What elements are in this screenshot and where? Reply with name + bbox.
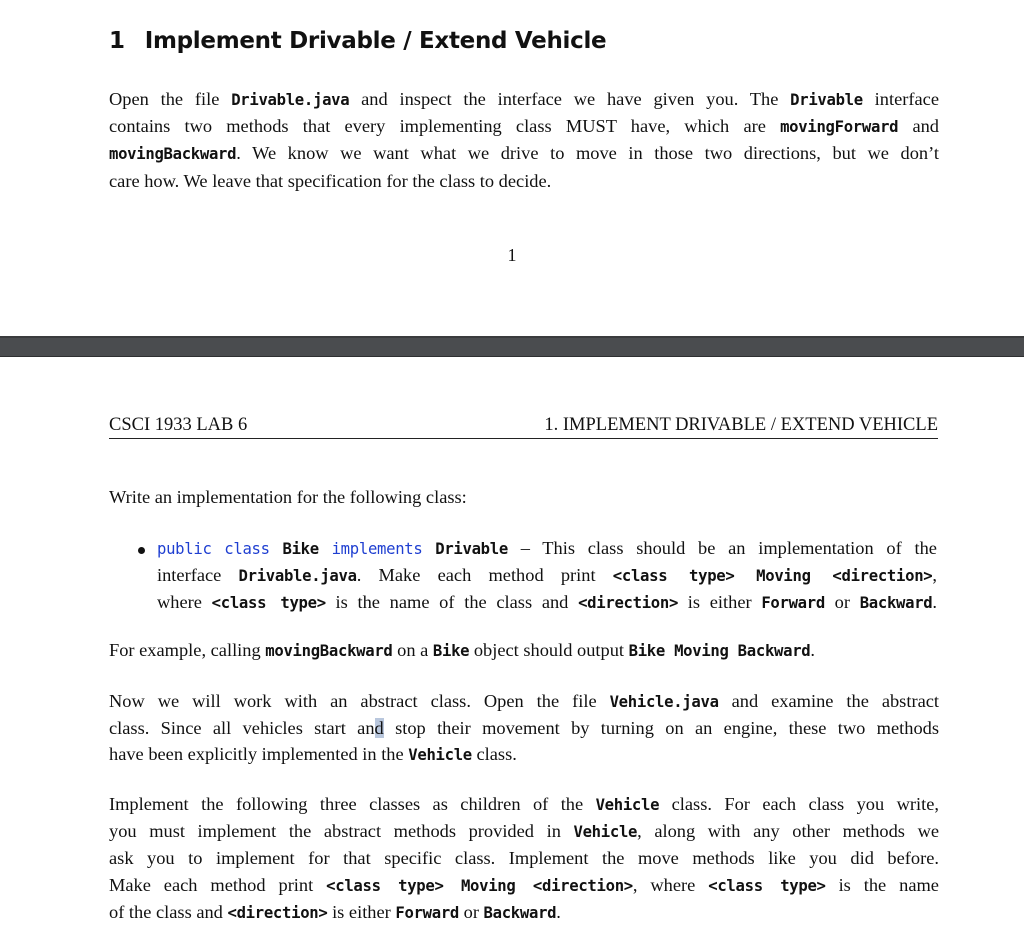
bullet-item-bike: [157, 535, 937, 617]
section-heading: [109, 28, 606, 54]
intro-line: Write an implementation for the following class:: [109, 487, 467, 507]
text-line: Now we will work with an abstract class. Open the file Vehicle.java and examine the abstract: [109, 691, 940, 711]
intro-paragraph: [109, 86, 939, 194]
text-line: you must implement the abstract methods provided in Vehicle, along with any other methods we: [109, 821, 940, 842]
text-line: Open the file Drivable.java and inspect the interface we have given you. The Drivable interface: [109, 89, 939, 109]
page-divider: [0, 336, 1024, 357]
bullet-icon: [138, 547, 145, 554]
implement-paragraph: [109, 791, 939, 926]
text-selection-highlight[interactable]: d: [374, 718, 384, 739]
section-number: 1: [109, 28, 125, 54]
header-right: 1. IMPLEMENT DRIVABLE / EXTEND VEHICLE: [544, 415, 938, 435]
page-number: 1: [507, 245, 517, 265]
text-line: care how. We leave that specification for the class to decide.: [109, 170, 552, 191]
text-line: ask you to implement for that specific class. Implement the move methods like you did before.: [109, 848, 939, 869]
header-left: CSCI 1933 LAB 6: [109, 415, 248, 435]
text-line: class. Since all vehicles start and stop their movement by turning on an engine, these two methods: [109, 718, 939, 739]
example-paragraph: [109, 637, 939, 664]
section-title: Implement Drivable / Extend Vehicle: [144, 28, 607, 54]
abstract-paragraph: [109, 688, 939, 769]
text-line: interface Drivable.java. Make each method print <class type> Moving <direction>,: [157, 565, 937, 586]
text-line: public class Bike implements Drivable – This class should be an implementation of the: [157, 538, 937, 558]
text-line: movingBackward. We know we want what we drive to move in those two directions, but we don’t: [109, 143, 939, 164]
page-1: [0, 0, 1024, 336]
text-line: of the class and <direction> is either Forward or Backward.: [109, 901, 561, 922]
text-line: contains two methods that every implementing class MUST have, which are movingForward and: [109, 116, 939, 137]
text-line: For example, calling movingBackward on a Bike object should output Bike Moving Backward.: [109, 640, 815, 660]
text-line: have been explicitly implemented in the Vehicle class.: [109, 744, 517, 765]
running-header: [109, 414, 938, 439]
text-line: Implement the following three classes as children of the Vehicle class. For each class you write,: [109, 794, 939, 814]
text-line: Make each method print <class type> Moving <direction>, where <class type> is the name: [109, 874, 939, 895]
text-line: where <class type> is the name of the class and <direction> is either Forward or Backward.: [157, 592, 938, 613]
